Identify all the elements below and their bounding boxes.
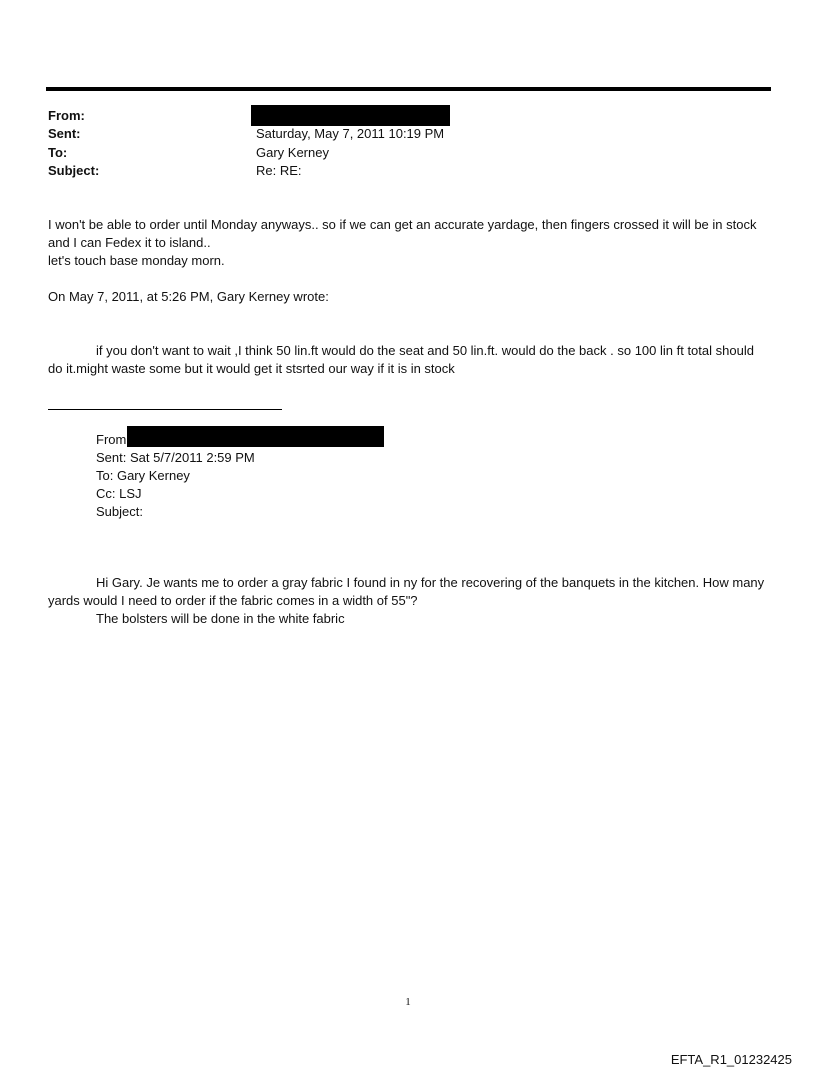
forwarded-cc: Cc: LSJ	[96, 486, 142, 501]
redaction-bar	[251, 105, 450, 126]
quoted-message: if you don't want to wait ,I think 50 lin.ft would do the seat and 50 lin.ft. would do the back . so 100 lin ft total should do it.might waste some but it would get it stsrted our way if it is in stock	[48, 343, 758, 376]
body-paragraph-2: let's touch base monday morn.	[48, 253, 225, 268]
forwarded-to: To: Gary Kerney	[96, 468, 190, 483]
sent-value: Saturday, May 7, 2011 10:19 PM	[256, 126, 445, 141]
subject-value: Re: RE:	[256, 163, 302, 178]
sent-label: Sent:	[48, 126, 81, 141]
redaction-bar	[127, 426, 384, 447]
forwarded-subject: Subject:	[96, 504, 143, 519]
page-number: 1	[405, 996, 411, 1008]
quote-intro: On May 7, 2011, at 5:26 PM, Gary Kerney wrote:	[48, 289, 329, 304]
bates-number: EFTA_R1_01232425	[670, 1052, 792, 1067]
subject-label: Subject:	[48, 163, 100, 178]
from-label: From:	[48, 108, 85, 123]
forwarded-sent: Sent: Sat 5/7/2011 2:59 PM	[96, 450, 255, 465]
forwarded-message-2: The bolsters will be done in the white fabric	[96, 611, 345, 626]
quote-separator	[48, 409, 282, 410]
forwarded-from-label: From	[96, 432, 127, 447]
forwarded-message: Hi Gary. Je wants me to order a gray fabric I found in ny for the recovering of the banquets in the kitchen. How many yards would I need to order if the fabric comes in a width of 55"?	[48, 575, 768, 608]
to-label: To:	[48, 145, 68, 160]
header-divider	[46, 87, 771, 91]
to-value: Gary Kerney	[256, 145, 329, 160]
body-paragraph-1: I won't be able to order until Monday anyways.. so if we can get an accurate yardage, then fingers crossed it will be in stock and I can Fedex it to island..	[48, 217, 761, 250]
